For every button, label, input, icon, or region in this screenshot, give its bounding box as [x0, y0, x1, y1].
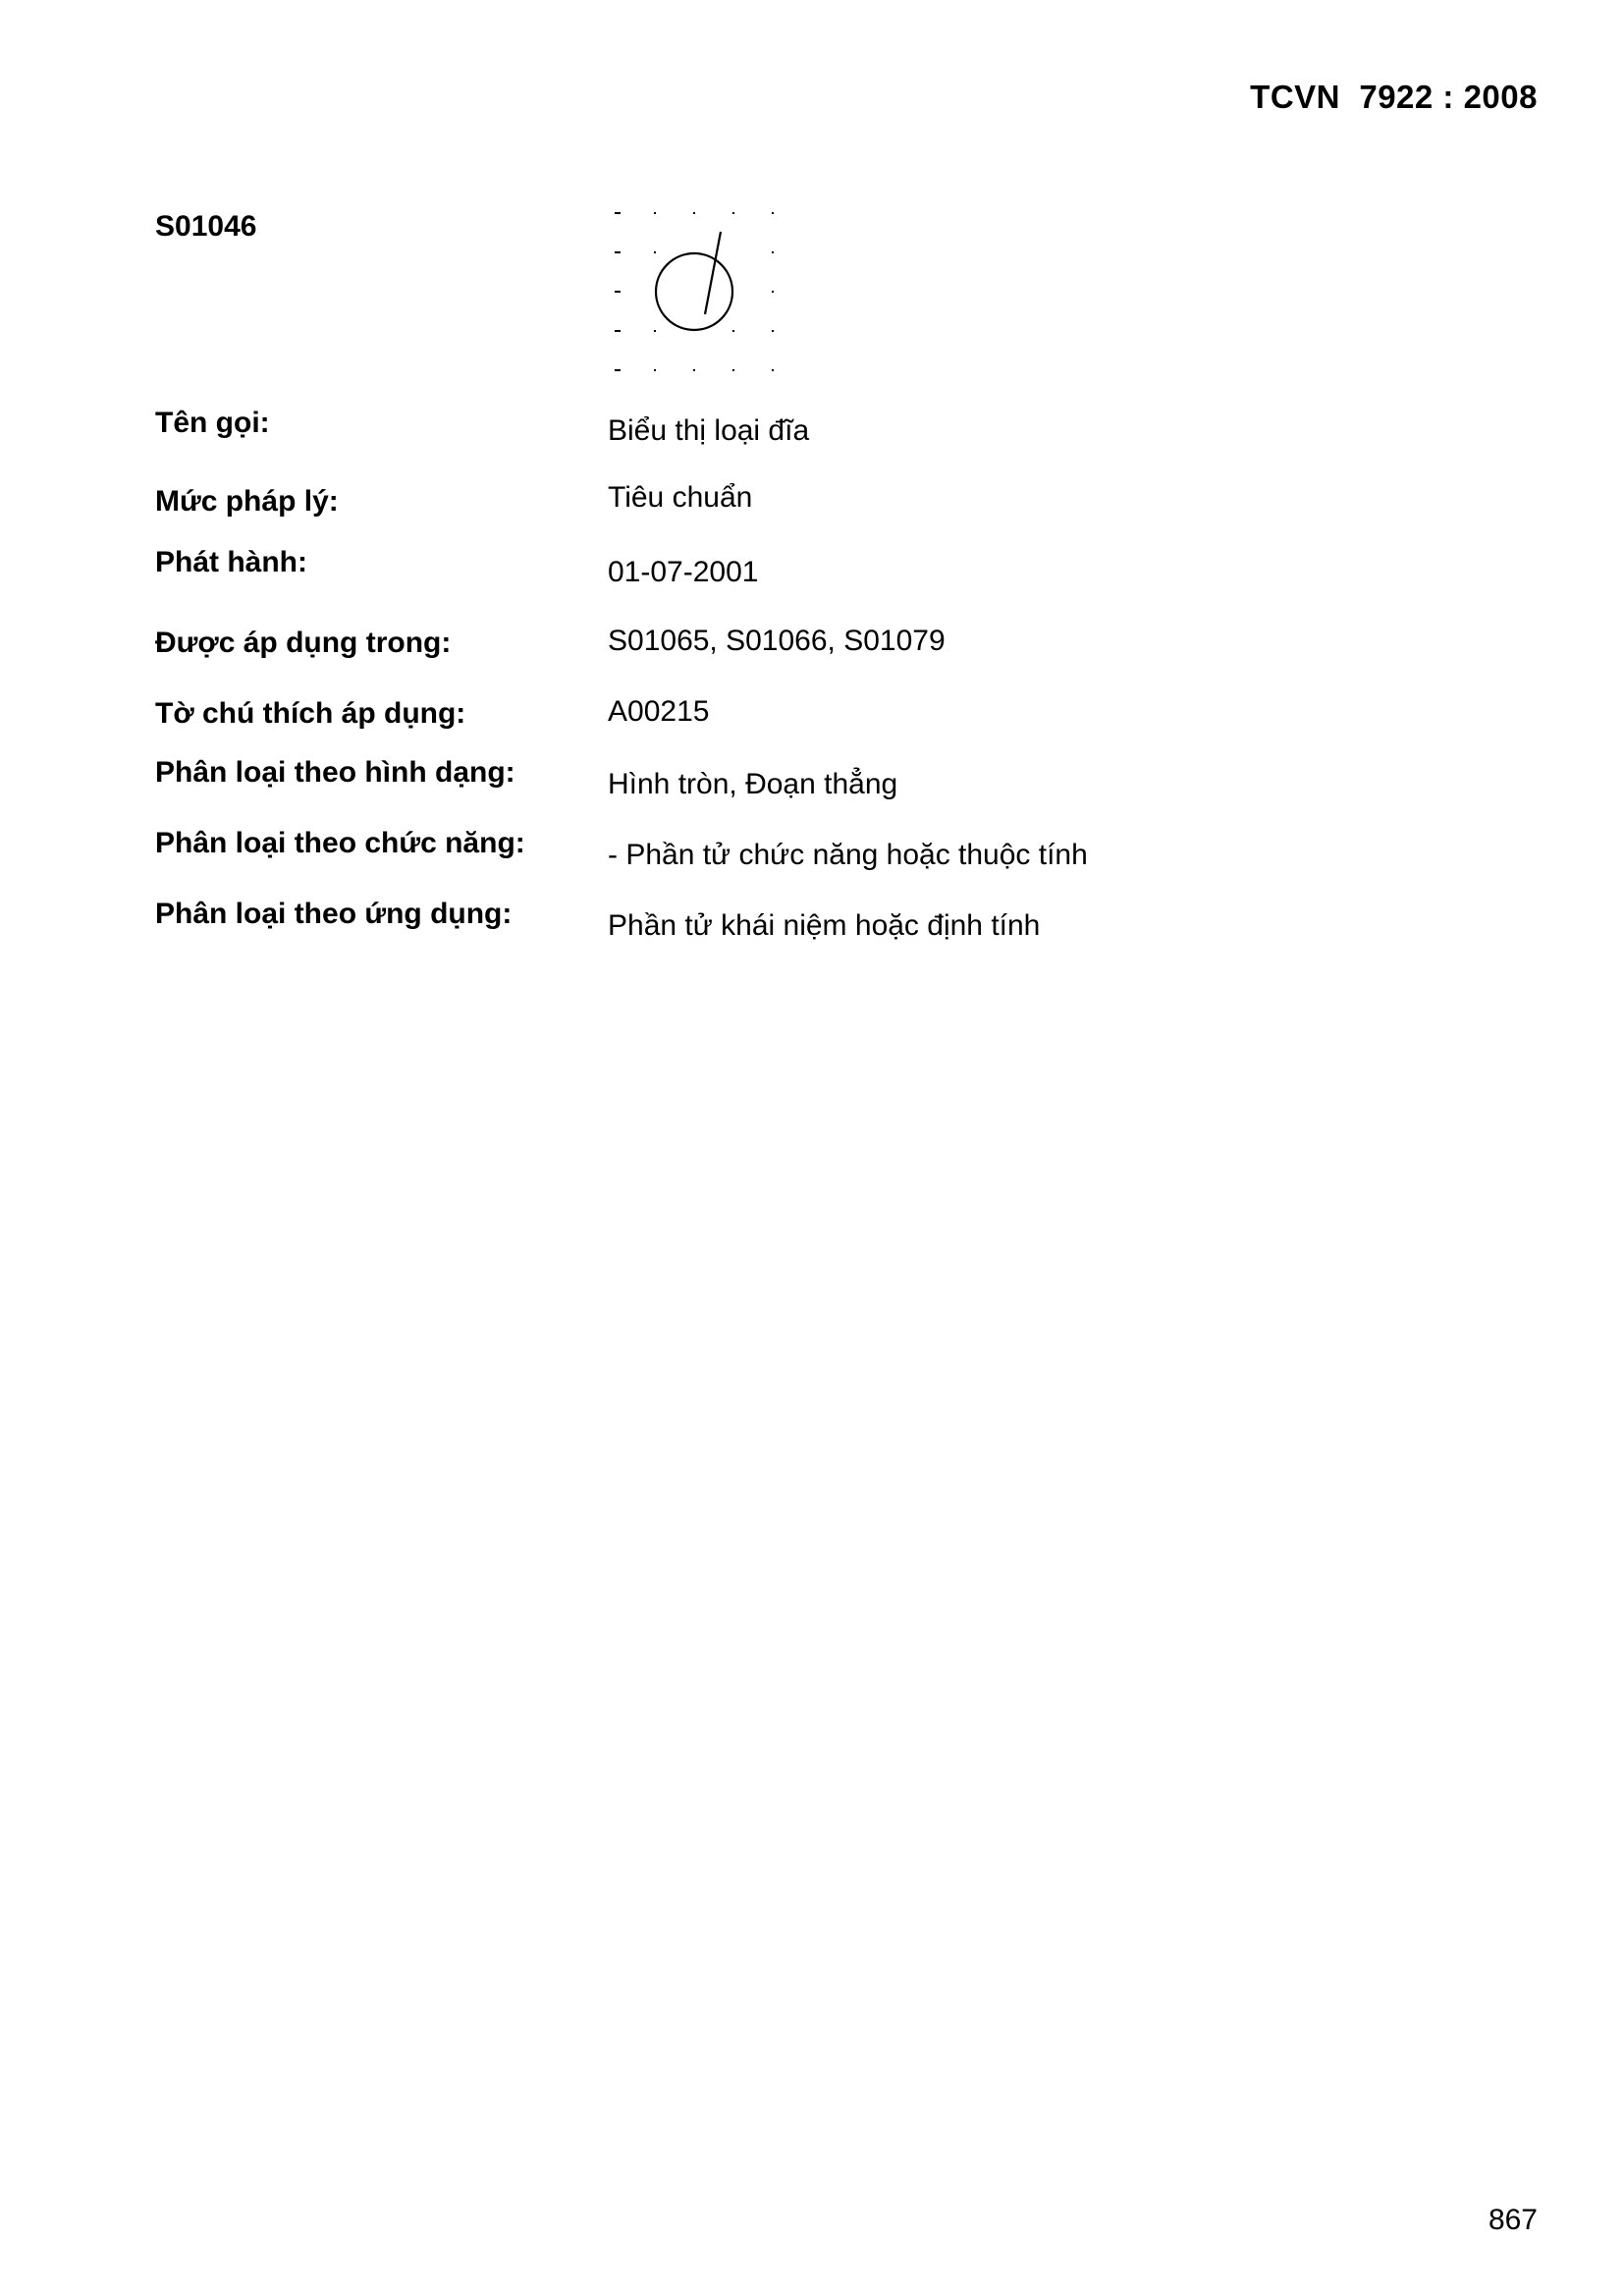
- field-annotation-sheet: [155, 697, 1432, 737]
- field-name: [155, 407, 1432, 446]
- field-legal-level: [155, 481, 1432, 524]
- field-value: Tiêu chuẩn: [608, 481, 753, 514]
- disc-type-symbol-icon: [607, 202, 784, 379]
- field-label: Phát hành:: [155, 546, 307, 578]
- field-value: 01-07-2001: [608, 556, 759, 588]
- field-value: Hình tròn, Đoạn thẳng: [608, 768, 898, 800]
- field-function-class: [155, 827, 1432, 871]
- standard-header: TCVN 7922 : 2008: [1250, 79, 1538, 115]
- field-label: Được áp dụng trong:: [155, 627, 452, 659]
- field-label: Phân loại theo ứng dụng:: [155, 898, 513, 930]
- field-value: Biểu thị loại đĩa: [608, 414, 810, 447]
- field-release: [155, 546, 1432, 588]
- symbol-code: S01046: [155, 210, 257, 243]
- field-label: Phân loại theo chức năng:: [155, 827, 525, 859]
- field-application-class: [155, 898, 1432, 942]
- field-value: S01065, S01066, S01079: [608, 625, 946, 657]
- disc-circle: [656, 253, 732, 330]
- field-label: Phân loại theo hình dạng:: [155, 756, 515, 789]
- field-value: Phần tử khái niệm hoặc định tính: [608, 909, 1041, 942]
- disc-slash: [705, 232, 721, 314]
- field-label: Tờ chú thích áp dụng:: [155, 697, 466, 730]
- field-shape-class: [155, 756, 1432, 800]
- dotted-grid: [615, 212, 774, 371]
- field-applied-in: [155, 627, 1432, 666]
- field-value: A00215: [608, 695, 710, 728]
- field-label: Mức pháp lý:: [155, 485, 339, 518]
- field-label: Tên gọi:: [155, 407, 270, 439]
- page-number: 867: [1488, 2204, 1538, 2236]
- field-value: - Phần tử chức năng hoặc thuộc tính: [608, 839, 1088, 871]
